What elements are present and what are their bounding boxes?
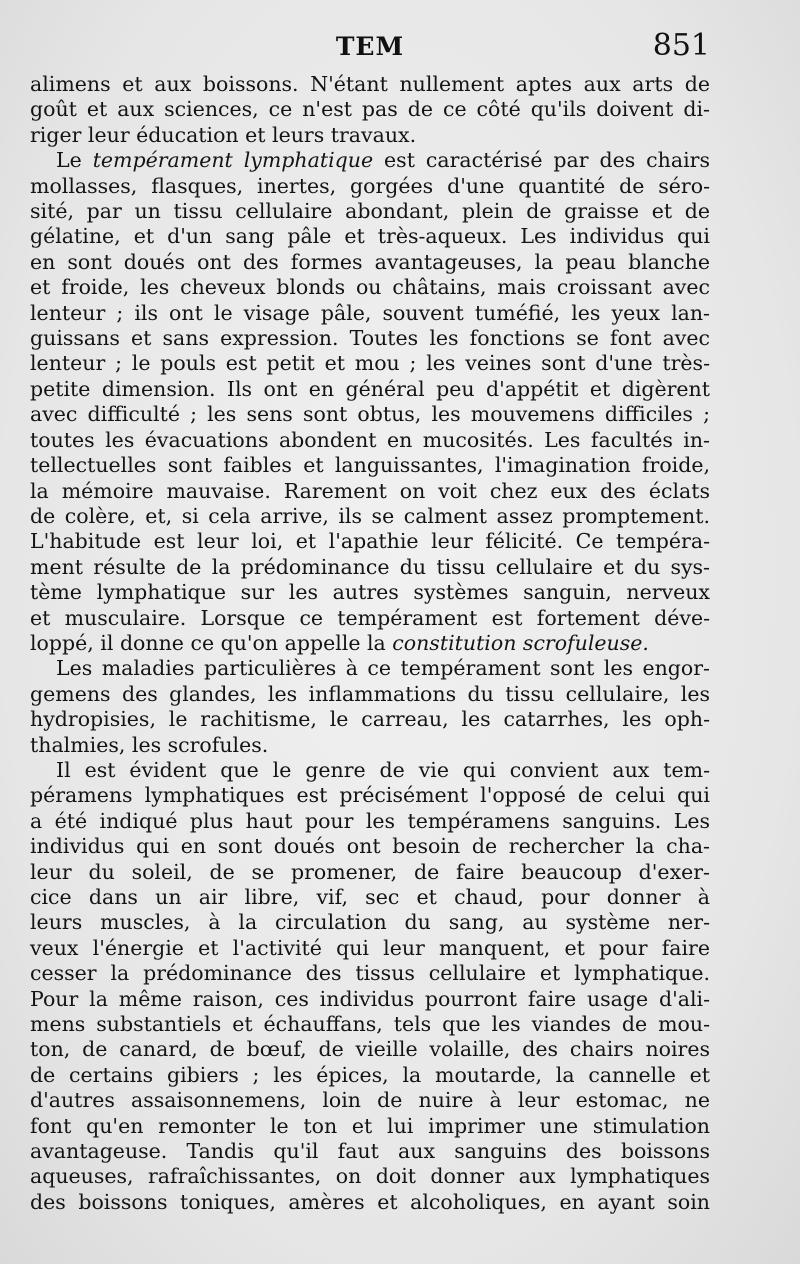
running-head: TEM <box>335 32 405 61</box>
text-line: ment résulte de la prédominance du tissu cellulaire et du sys- <box>30 554 710 579</box>
text-segment: Le <box>56 148 82 173</box>
text-line: tème lymphatique sur les autres systèmes sanguin, nerveux <box>30 580 710 605</box>
paragraph-4 <box>30 758 710 1215</box>
text-line: Pour la même raison, ces individus pourront faire usage d'ali- <box>30 986 710 1011</box>
text-line: goût et aux sciences, ce n'est pas de ce côté qu'ils doivent di- <box>30 97 710 122</box>
text-line: des boissons toniques, amères et alcoholiques, en ayant soin <box>30 1189 710 1214</box>
body-text <box>30 72 710 1215</box>
text-line: guissans et sans expression. Toutes les fonctions se font avec <box>30 326 710 351</box>
text-line: gélatine, et d'un sang pâle et très-aqueux. Les individus qui <box>30 224 710 249</box>
text-line: de certains gibiers ; les épices, la moutarde, la cannelle et <box>30 1062 710 1087</box>
text-line: veux l'énergie et l'activité qui leur manquent, et pour faire <box>30 935 710 960</box>
text-line: de colère, et, si cela arrive, ils se calment assez promptement. <box>30 503 710 528</box>
text-line: thalmies, les scrofules. <box>30 732 269 757</box>
text-line: Il est évident que le genre de vie qui convient aux tem- <box>56 757 710 782</box>
text-line: avantageuse. Tandis qu'il faut aux sanguins des boissons <box>30 1139 710 1164</box>
paragraph-3 <box>30 656 710 758</box>
text-line: L'habitude est leur loi, et l'apathie leur félicité. Ce tempéra- <box>30 529 710 554</box>
text-segment: est caractérisé par des chairs <box>384 148 710 173</box>
text-line: avec difficulté ; les sens sont obtus, les mouvemens difficiles ; <box>30 402 710 427</box>
text-line: riger leur éducation et leurs travaux. <box>30 122 417 147</box>
text-line: lenteur ; ils ont le visage pâle, souvent tuméfié, les yeux lan- <box>30 300 710 325</box>
text-line <box>30 148 710 173</box>
text-line: toutes les évacuations abondent en mucosités. Les facultés in- <box>30 427 710 452</box>
italic-term: tempérament lymphatique <box>92 148 374 173</box>
text-line: en sont doués ont des formes avantageuses, la peau blanche <box>30 249 710 274</box>
text-line: et musculaire. Lorsque ce tempérament est fortement déve- <box>30 605 710 630</box>
text-line: individus qui en sont doués ont besoin de rechercher la cha- <box>30 834 710 859</box>
paragraph-1 <box>30 72 710 148</box>
text-line: cesser la prédominance des tissus cellulaire et lymphatique. <box>30 961 710 986</box>
text-line: mens substantiels et échauffans, tels que les viandes de mou- <box>30 1012 710 1037</box>
text-line: la mémoire mauvaise. Rarement on voit chez eux des éclats <box>30 478 710 503</box>
page-header <box>30 28 710 68</box>
text-line: cice dans un air libre, vif, sec et chaud, pour donner à <box>30 885 710 909</box>
text-line: alimens et aux boissons. N'étant nullement aptes aux arts de <box>30 72 710 96</box>
text-line: d'autres assaisonnemens, loin de nuire à leur estomac, ne <box>30 1088 710 1113</box>
text-line: péramens lymphatiques est précisément l'opposé de celui qui <box>30 783 710 808</box>
text-segment: loppé, il donne ce qu'on appelle la <box>30 630 386 655</box>
italic-term: constitution scrofuleuse. <box>392 630 649 655</box>
text-line: a été indiqué plus haut pour les tempéramens sanguins. Les <box>30 808 710 833</box>
page-number: 851 <box>652 28 710 63</box>
paragraph-2 <box>30 148 710 656</box>
text-line: gemens des glandes, les inflammations du tissu cellulaire, les <box>30 681 710 706</box>
text-line: et froide, les cheveux blonds ou châtains, mais croissant avec <box>30 275 710 300</box>
text-line: mollasses, flasques, inertes, gorgées d'une quantité de séro- <box>30 173 710 198</box>
text-line: petite dimension. Ils ont en général peu d'appétit et digèrent <box>30 376 710 401</box>
text-line: leurs muscles, à la circulation du sang, au système ner- <box>30 910 710 935</box>
text-line: leur du soleil, de se promener, de faire beaucoup d'exer- <box>30 859 710 884</box>
text-line: ton, de canard, de bœuf, de vieille volaille, des chairs noires <box>30 1037 710 1062</box>
text-line: Les maladies particulières à ce tempérament sont les engor- <box>56 656 710 681</box>
text-line: lenteur ; le pouls est petit et mou ; les veines sont d'une très- <box>30 351 710 376</box>
text-line: hydropisies, le rachitisme, le carreau, les catarrhes, les oph- <box>30 707 710 732</box>
text-line: font qu'en remonter le ton et lui imprimer une stimulation <box>30 1113 710 1138</box>
text-line: sité, par un tissu cellulaire abondant, plein de graisse et de <box>30 199 710 224</box>
text-line: aqueuses, rafraîchissantes, on doit donner aux lymphatiques <box>30 1164 710 1189</box>
text-line <box>30 631 710 656</box>
text-line: tellectuelles sont faibles et languissantes, l'imagination froide, <box>30 453 710 478</box>
